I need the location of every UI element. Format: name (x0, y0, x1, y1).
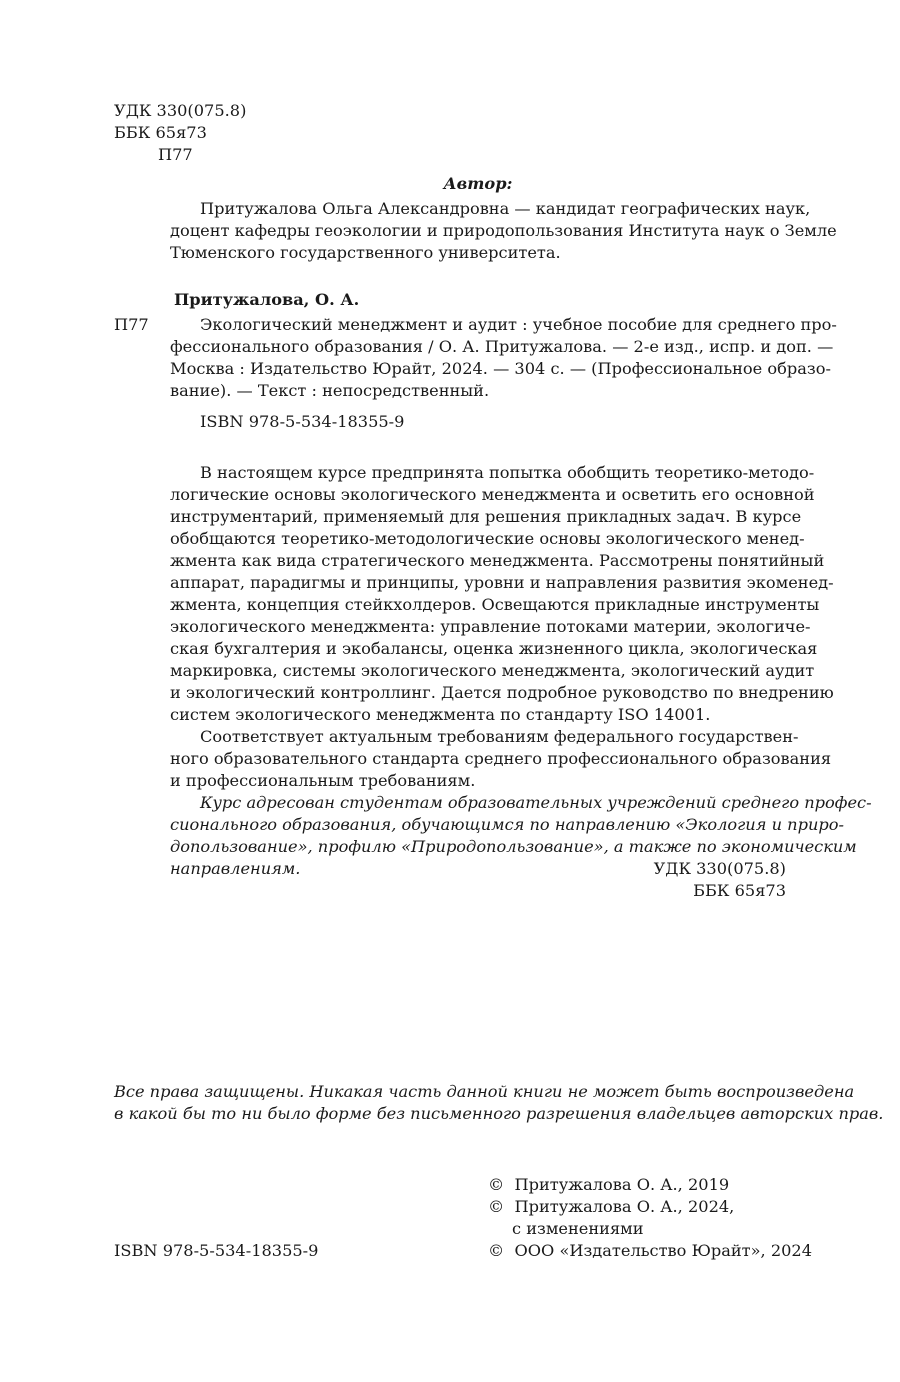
classification-codes-right (500, 858, 786, 902)
abstract-line: жмента, концепция стейкхолдеров. Освещаются прикладные инструменты (170, 595, 820, 614)
abstract-line: аппарат, парадигмы и принципы, уровни и направления развития экоменед- (170, 573, 834, 592)
author-description (170, 198, 837, 264)
copyright-icon: © (488, 1241, 505, 1260)
abstract-line: и экологический контроллинг. Дается подробное руководство по внедрению (170, 683, 834, 702)
copyright-icon: © (488, 1197, 505, 1216)
author-line: Тюменского государственного университета. (170, 243, 561, 262)
copyright-line: © Притужалова О. А., 2019 (488, 1175, 730, 1194)
abstract-line: маркировка, системы экологического менеджмента, экологический аудит (170, 661, 815, 680)
bbk-code: ББК 65я73 (114, 123, 207, 142)
biblio-author: Притужалова, О. А. (174, 290, 360, 309)
rights-line: Все права защищены. Никакая часть данной книги не может быть воспроизведена (114, 1082, 855, 1101)
abstract-line: допользование», профилю «Природопользование», а также по экономическим (170, 837, 857, 856)
author-line: доцент кафедры геоэкологии и природопользования Института наук о Земле (170, 221, 837, 240)
biblio-line: Экологический менеджмент и аудит : учебное пособие для среднего про- (200, 315, 837, 334)
abstract-line: ного образовательного стандарта среднего профессионального образования (170, 749, 832, 768)
abstract-line: инструментарий, применяемый для решения прикладных задач. В курсе (170, 507, 802, 526)
abstract-line: ская бухгалтерия и экобалансы, оценка жизненного цикла, экологическая (170, 639, 818, 658)
author-line: Притужалова Ольга Александровна — кандидат географических наук, (200, 199, 811, 218)
abstract-line: В настоящем курсе предпринята попытка обобщить теоретико-методо- (200, 463, 815, 482)
biblio-code: П77 (114, 315, 149, 334)
abstract-line: обобщаются теоретико-методологические основы экологического менед- (170, 529, 805, 548)
copyright-line: © ООО «Издательство Юрайт», 2024 (488, 1241, 813, 1260)
abstract-line: Курс адресован студентам образовательных учреждений среднего профес- (200, 793, 872, 812)
abstract-line: систем экологического менеджмента по стандарту ISO 14001. (170, 705, 711, 724)
abstract-line: сионального образования, обучающимся по направлению «Экология и приро- (170, 815, 844, 834)
abstract-line: Соответствует актуальным требованиям федерального государствен- (200, 727, 799, 746)
abstract-paragraph-2 (170, 726, 832, 792)
abstract (170, 462, 872, 880)
author-heading: Автор: (443, 174, 513, 193)
abstract-line: логические основы экологического менеджмента и осветить его основной (170, 485, 815, 504)
copyright-block (488, 1174, 812, 1262)
footer-isbn: ISBN 978-5-534-18355-9 (114, 1241, 319, 1260)
abstract-line: жмента как вида стратегического менеджмента. Рассмотрены понятийный (170, 551, 825, 570)
bbk-code-right: ББК 65я73 (693, 881, 786, 900)
udk-code-right: УДК 330(075.8) (653, 859, 786, 878)
biblio-description (170, 314, 837, 402)
author-sign-code: П77 (158, 145, 193, 164)
copyright-line: © Притужалова О. А., 2024, (488, 1197, 735, 1216)
udk-code: УДК 330(075.8) (114, 101, 247, 120)
copyright-line-continued: с изменениями (512, 1219, 644, 1238)
rights-notice (114, 1081, 884, 1125)
biblio-line: вание). — Текст : непосредственный. (170, 381, 490, 400)
biblio-line: Москва : Издательство Юрайт, 2024. — 304 с. — (Профессиональное образо- (170, 359, 831, 378)
abstract-line: и профессиональным требованиям. (170, 771, 476, 790)
biblio-isbn: ISBN 978-5-534-18355-9 (200, 412, 405, 431)
abstract-paragraph-1 (170, 462, 834, 726)
copyright-icon: © (488, 1175, 505, 1194)
rights-line: в какой бы то ни было форме без письменного разрешения владельцев авторских прав. (114, 1104, 884, 1123)
abstract-line: направлениям. (170, 859, 301, 878)
classification-codes (114, 100, 246, 166)
biblio-line: фессионального образования / О. А. Притужалова. — 2-е изд., испр. и доп. — (170, 337, 834, 356)
abstract-line: экологического менеджмента: управление потоками материи, экологиче- (170, 617, 811, 636)
